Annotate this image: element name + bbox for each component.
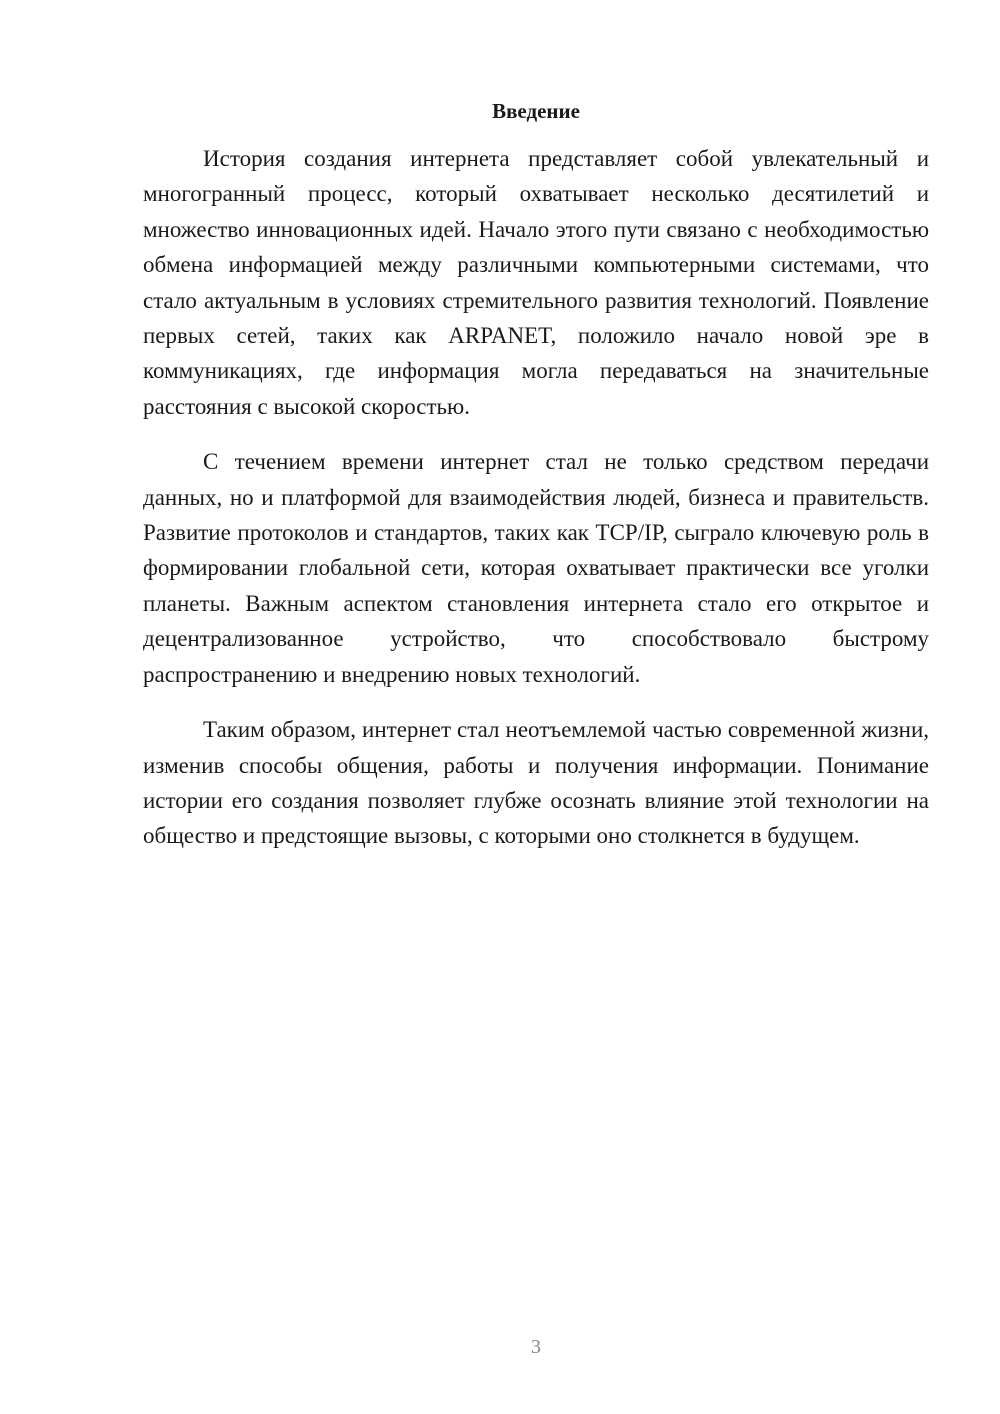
paragraph-3: Таким образом, интернет стал неотъемлемой частью современной жизни, изменив способы общения, работы и получения информации. Понимание истории его создания позволяет глубже осознать влияние этой технологии на общество и предстоящие вызовы, с которыми оно столкнется в будущем.	[143, 717, 929, 849]
paragraph-2: С течением времени интернет стал не только средством передачи данных, но и платформой для взаимодействия людей, бизнеса и правительств. Развитие протоколов и стандартов, таких как TCP/IP, сыграло ключевую роль в формировании глобальной сети, которая охватывает практически все уголки планеты. Важным аспектом становления интернета стало его открытое и децентрализованное устройство, что способствовало быстрому распространению и внедрению новых технологий.	[143, 449, 929, 687]
body-text	[143, 141, 929, 854]
section-heading: Введение	[492, 99, 580, 123]
page-number: 3	[531, 1336, 541, 1358]
paragraph-1: История создания интернета представляет собой увлекательный и многогранный процесс, который охватывает несколько десятилетий и множество инновационных идей. Начало этого пути связано с необходимостью обмена информацией между различными компьютерными системами, что стало актуальным в условиях стремительного развития технологий. Появление первых сетей, таких как ARPANET, положило начало новой эре в коммуникациях, где информация могла передаваться на значительные расстояния с высокой скоростью.	[143, 146, 929, 419]
